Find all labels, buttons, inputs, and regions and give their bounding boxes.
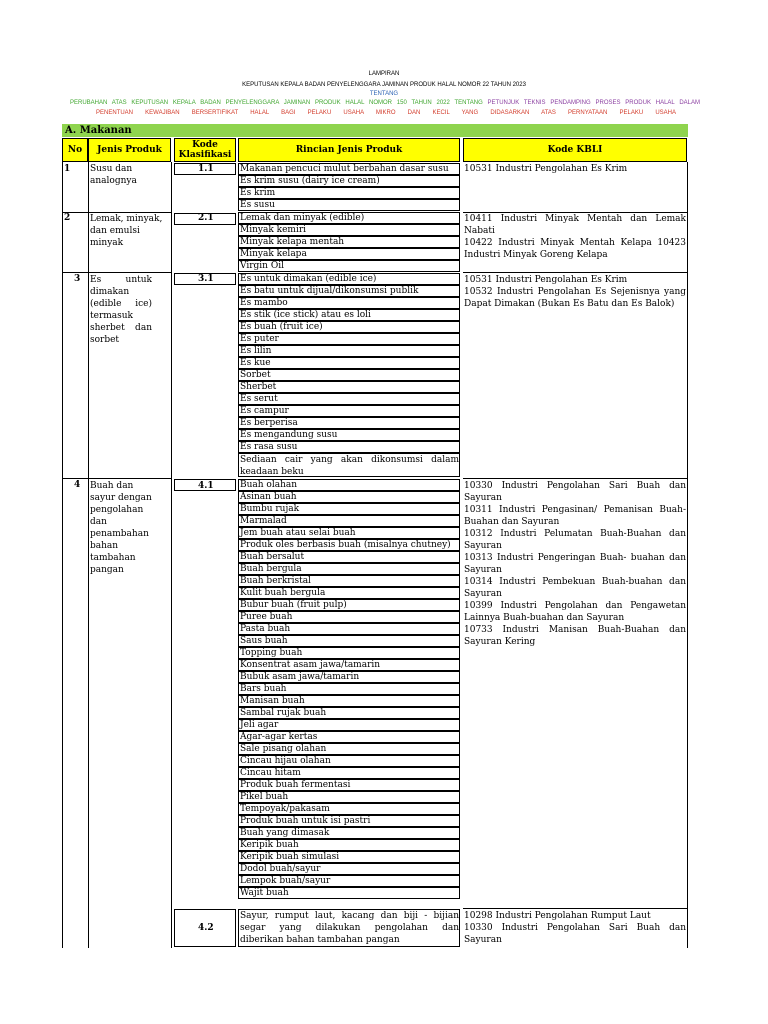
rincian-item: Sediaan cair yang akan dikonsumsi dalam keadaan beku [240,455,459,477]
doc-subtitle-line-2: PENENTUAN KEWAJIBAN BERSERTIFIKAT HALAL BAGI PELAKU USAHA MIKRO DAN KECIL YANG DIDASARKAN ATAS PERNYATAAN PELAKU USAHA [96,110,676,116]
col-header-rincian: Rincian Jenis Produk [238,138,460,162]
rincian-item: Buah olahan [238,479,460,491]
rincian-item: Keripik buah simulasi [238,851,460,863]
kbli-list [464,480,686,648]
rincian-item: Topping buah [238,647,460,659]
rincian-item: Asinan buah [238,491,460,503]
kbli-list [464,213,686,261]
doc-title-keputusan: KEPUTUSAN KEPALA BADAN PENYELENGGARA JAMINAN PRODUK HALAL NOMOR 22 TAHUN 2023 [242,82,526,88]
kbli-list [464,274,686,310]
jenis-produk: Lemak, minyak, dan emulsi minyak [90,214,163,248]
rincian-item: Marmalad [238,515,460,527]
rincian-item: Buah bersalut [238,551,460,563]
rincian-item: Buah yang dimasak [238,827,460,839]
col-header-kbli: Kode KBLI [463,138,687,162]
rincian-item: Buah bergula [238,563,460,575]
rincian-item: Lempok buah/sayur [238,875,460,887]
rincian-item: Pikel buah [238,791,460,803]
rincian-item: Es batu untuk dijual/dikonsumsi publik [238,285,460,297]
rincian-item: Dodol buah/sayur [238,863,460,875]
row-number: 2 [64,213,71,223]
kode-klasifikasi: 2.1 [198,213,214,223]
rincian-item: Es krim [238,187,460,199]
col-header-kode: Kode Klasifikasi [174,138,236,162]
rincian-item: Minyak kemiri [238,224,460,236]
rincian-item: Es krim susu (dairy ice cream) [238,175,460,187]
kbli-entry: 10531 Industri Pengolahan Es Krim [464,275,628,285]
rincian-item: Es rasa susu [238,441,460,453]
kbli-entry: 10298 Industri Pengolahan Rumput Laut [464,911,651,921]
rincian-item: Es lilin [238,345,460,357]
doc-subtitle-1b: PETUNJUK TEKNIS PENDAMPING PROSES PRODUK HALAL DALAM [487,100,700,106]
kbli-entry: 10311 Industri Pengasinan/ Pemanisan Buah-Buahan dan Sayuran [464,505,686,527]
doc-label-lampiran: LAMPIRAN [368,71,400,77]
rincian-item: Sambal rujak buah [238,707,460,719]
jenis-produk: Buah dan sayur dengan pengolahan dan penambahan bahan tambahan pangan [90,481,152,575]
doc-label-tentang: TENTANG [369,91,399,97]
rincian-item: Sayur, rumput laut, kacang dan biji - bijian segar yang dilakukan pengolahan dan diberikan bahan tambahan pangan [240,911,459,945]
row-divider [463,908,687,909]
doc-subtitle-1a: PERUBAHAN ATAS KEPUTUSAN KEPALA BADAN PENYELENGGARA JAMINAN PRODUK HALAL NOMOR 150 TAHUN 2022 TENTANG [70,100,483,106]
jenis-produk: Es untuk dimakan (edible ice) termasuk sherbet dan sorbet [90,275,152,345]
rincian-item: Es stik (ice stick) atau es loli [238,309,460,321]
rincian-item: Minyak kelapa mentah [238,236,460,248]
kode-klasifikasi: 4.2 [198,923,214,933]
rincian-item: Produk buah untuk isi pastri [238,815,460,827]
kbli-list [464,910,686,946]
rincian-item: Puree buah [238,611,460,623]
rincian-item: Lemak dan minyak (edible) [238,212,460,224]
rincian-item: Es puter [238,333,460,345]
rincian-item: Keripik buah [238,839,460,851]
rincian-item: Virgin Oil [238,260,460,272]
rincian-item: Makanan pencuci mulut berbahan dasar susu [238,163,460,175]
rincian-item: Jeli agar [238,719,460,731]
row-divider [62,272,171,273]
rincian-item: Produk oles berbasis buah (misalnya chutney) [238,539,460,551]
row-divider [62,478,171,479]
row-divider [463,478,687,479]
kbli-entry: 10330 Industri Pengolahan Sari Buah dan Sayuran [464,923,686,945]
jenis-produk: Susu dan analognya [90,164,137,186]
rincian-item: Es berperisa [238,417,460,429]
row-number: 4 [74,480,81,490]
kode-klasifikasi: 4.1 [198,481,214,491]
rincian-item: Sorbet [238,369,460,381]
rincian-item: Cincau hitam [238,767,460,779]
rincian-item: Sherbet [238,381,460,393]
rincian-item: Es kue [238,357,460,369]
rincian-item: Tempoyak/pakasam [238,803,460,815]
rincian-item: Pasta buah [238,623,460,635]
kbli-entry: 10330 Industri Pengolahan Sari Buah dan Sayuran [464,481,686,503]
kode-klasifikasi: 1.1 [198,164,214,174]
rincian-item: Bubuk asam jawa/tamarin [238,671,460,683]
rincian-item: Produk buah fermentasi [238,779,460,791]
kbli-list [464,163,686,175]
row-divider [463,272,687,273]
rincian-item: Jem buah atau selai buah [238,527,460,539]
rincian-item: Es susu [238,199,460,211]
kbli-entry: 10312 Industri Pelumatan Buah-Buahan dan Sayuran [464,529,686,551]
rincian-item: Cincau hijau olahan [238,755,460,767]
table-border [88,162,89,948]
rincian-item: Es campur [238,405,460,417]
rincian-item: Buah berkristal [238,575,460,587]
rincian-item: Agar-agar kertas [238,731,460,743]
table-border [171,162,172,948]
rincian-item: Es mambo [238,297,460,309]
rincian-item: Kulit buah bergula [238,587,460,599]
section-title-makanan: A. Makanan [62,124,688,137]
kbli-entry: 10399 Industri Pengolahan dan Pengawetan Lainnya Buah-buahan dan Sayuran [464,601,686,623]
kode-klasifikasi: 3.1 [198,274,214,284]
table-border [62,162,63,948]
kbli-entry: 10532 Industri Pengolahan Es Sejenisnya yang Dapat Dimakan (Bukan Es Batu dan Es Balok) [464,287,686,309]
col-header-no: No [62,138,88,162]
rincian-item: Sale pisang olahan [238,743,460,755]
rincian-item: Es untuk dimakan (edible ice) [238,273,460,285]
kbli-entry: 10422 Industri Minyak Mentah Kelapa 10423 Industri Minyak Goreng Kelapa [464,238,686,260]
rincian-item: Konsentrat asam jawa/tamarin [238,659,460,671]
rincian-item: Manisan buah [238,695,460,707]
rincian-item: Wajit buah [238,887,460,899]
kbli-entry: 10314 Industri Pembekuan Buah-buahan dan Sayuran [464,577,686,599]
table-border [687,162,688,948]
kbli-entry: 10531 Industri Pengolahan Es Krim [464,164,628,174]
rincian-item: Es serut [238,393,460,405]
row-number: 3 [74,274,81,284]
kbli-entry: 10313 Industri Pengeringan Buah- buahan dan Sayuran [464,553,686,575]
rincian-item: Bumbu rujak [238,503,460,515]
rincian-item: Bubur buah (fruit pulp) [238,599,460,611]
col-header-jenis: Jenis Produk [88,138,171,162]
rincian-item: Es mengandung susu [238,429,460,441]
row-number: 1 [64,164,71,174]
doc-subtitle-line-1 [70,98,700,108]
kbli-entry: 10411 Industri Minyak Mentah dan Lemak Nabati [464,214,686,236]
rincian-item: Es buah (fruit ice) [238,321,460,333]
kbli-entry: 10733 Industri Manisan Buah-Buahan dan Sayuran Kering [464,625,686,647]
rincian-item: Saus buah [238,635,460,647]
rincian-item: Minyak kelapa [238,248,460,260]
rincian-item: Bars buah [238,683,460,695]
